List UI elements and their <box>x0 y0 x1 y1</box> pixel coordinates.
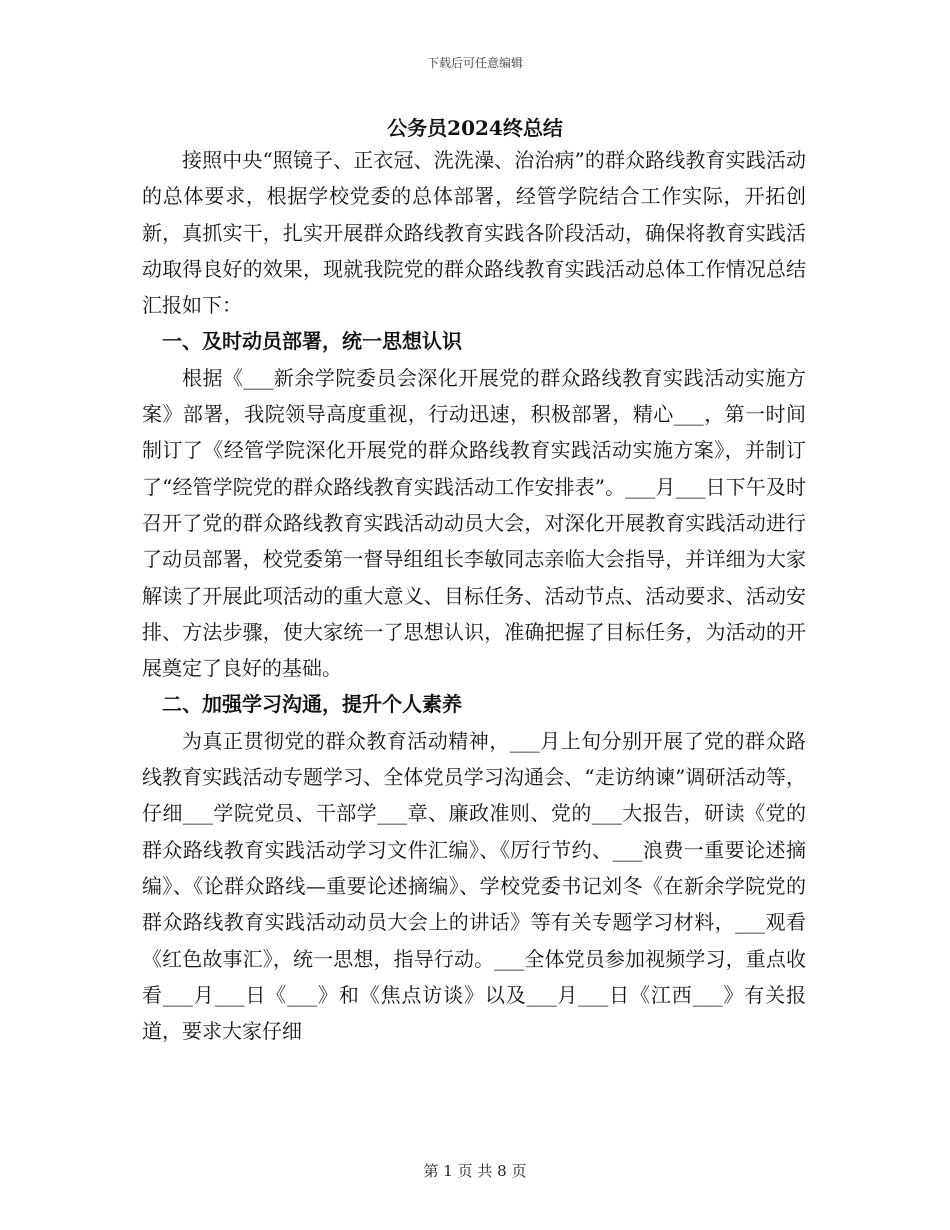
section-1-paragraph: 根据《___新余学院委员会深化开展党的群众路线教育实践活动实施方案》部署，我院领导高度重视，行动迅速，积极部署，精心___，第一时间制订了《经管学院深化开展党的群众路线教育实践活动实施方案》，并制订了“经管学院党的群众路线教育实践活动工作安排表”。___月___日下午及时召开了党的群众路线教育实践活动动员大会，对深化开展教育实践活动进行了动员部署，校党委第一督导组组长李敏同志亲临大会指导，并详细为大家解读了开展此项活动的重大意义、目标任务、活动节点、活动要求、活动安排、方法步骤，使大家统一了思想认识，准确把握了目标任务，为活动的开展奠定了良好的基础。 <box>142 365 806 681</box>
document-body <box>142 142 806 1049</box>
document-title: 公务员2024终总结 <box>387 116 563 140</box>
section-2-paragraph: 为真正贯彻党的群众教育活动精神，___月上旬分别开展了党的群众路线教育实践活动专题学习、全体党员学习沟通会、“走访纳谏”调研活动等，仔细___学院党员、干部学___章、廉政准则、党的___大报告，研读《党的群众路线教育实践活动学习文件汇编》、《厉行节约、___浪费一重要论述摘编》、《论群众路线—重要论述摘编》、学校党委书记刘冬《在新余学院党的群众路线教育实践活动动员大会上的讲话》等有关专题学习材料，___观看《红色故事汇》，统一思想，指导行动。___全体党员参加视频学习，重点收看___月___日《___》和《焦点访谈》以及___月___日《江西___》有关报道，要求大家仔细 <box>142 728 806 1044</box>
section-1-heading: 一、及时动员部署，统一思想认识 <box>162 329 462 354</box>
page-header-note: 下载后可任意编辑 <box>426 56 523 70</box>
page-number-footer: 第 1 页 共 8 页 <box>423 1162 527 1180</box>
intro-paragraph: 接照中央“照镜子、正衣冠、洗洗澡、治治病”的群众路线教育实践活动的总体要求，根据学校党委的总体部署，经管学院结合工作实际，开拓创新，真抓实干，扎实开展群众路线教育实践各阶段活动，确保将教育实践活动取得良好的效果，现就我院党的群众路线教育实践活动总体工作情况总结汇报如下： <box>142 148 806 318</box>
section-2-heading: 二、加强学习沟通，提升个人素养 <box>162 692 462 717</box>
